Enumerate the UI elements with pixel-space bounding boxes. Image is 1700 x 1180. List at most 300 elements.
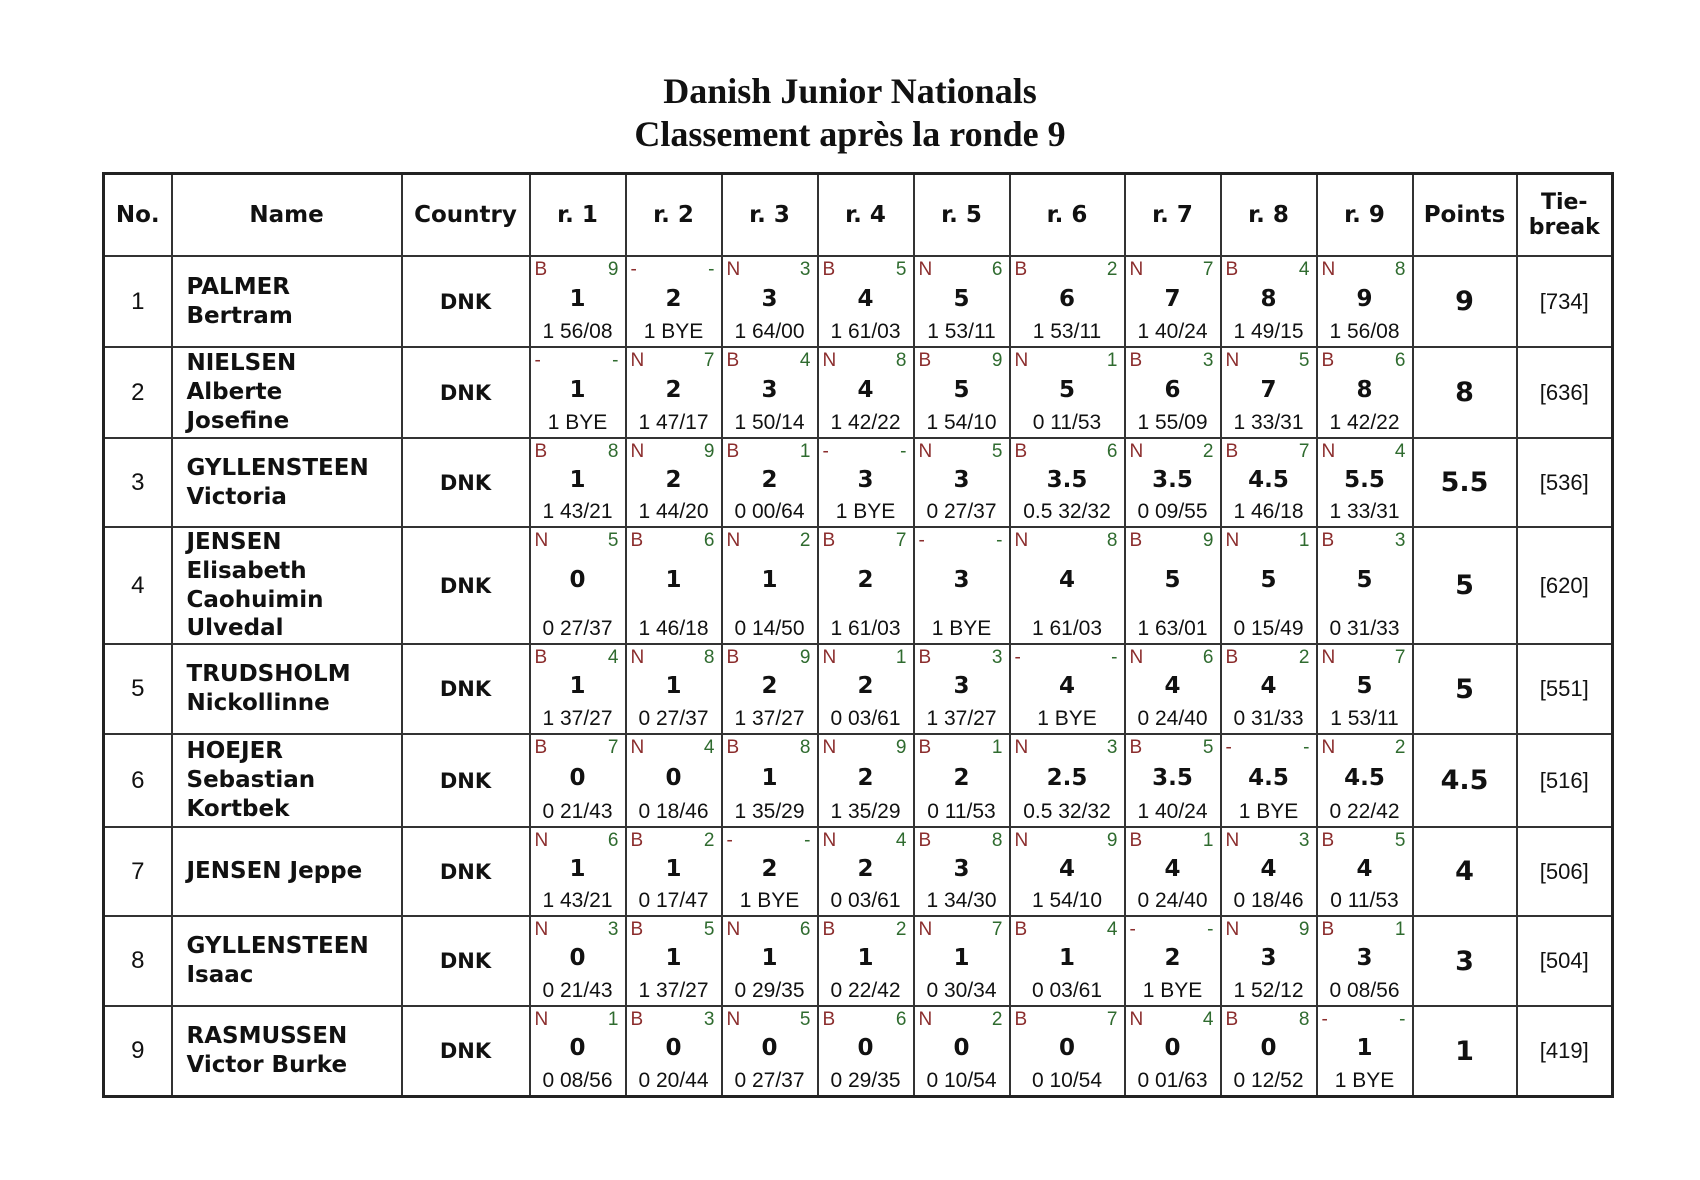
round-cumulative-score: 4 (1356, 856, 1373, 882)
round-opponent: 3 (799, 259, 811, 280)
player-points: 3 (1413, 916, 1517, 1006)
round-opponent: 4 (1106, 919, 1118, 940)
player-name-line: Caohuimin (186, 586, 324, 613)
round-result: 0 11/53 (927, 800, 996, 823)
round-result: 1 56/08 (542, 320, 613, 343)
round-cell (722, 827, 818, 916)
round-cell (722, 1006, 818, 1097)
round-color: N (630, 441, 645, 462)
round-cell (530, 916, 626, 1006)
round-result: 0 15/49 (1233, 617, 1304, 640)
round-cumulative-score: 2 (857, 567, 874, 593)
round-opponent: - (1399, 1009, 1406, 1030)
round-result: 1 34/30 (926, 889, 997, 912)
player-number: 6 (104, 734, 172, 827)
round-cumulative-score: 6 (1058, 286, 1075, 312)
round-opponent: 4 (1394, 441, 1406, 462)
player-name-line: Elisabeth (186, 557, 307, 584)
round-cumulative-score: 2 (665, 467, 682, 493)
round-cumulative-score: 7 (1164, 286, 1181, 312)
round-color: B (918, 830, 932, 851)
round-result: 1 BYE (835, 500, 896, 523)
round-result: 0 20/44 (638, 1069, 709, 1092)
round-color: B (726, 737, 740, 758)
round-result: 0 27/37 (542, 617, 613, 640)
round-cumulative-score: 1 (1356, 1035, 1373, 1061)
round-color: N (1321, 259, 1336, 280)
round-cell (1125, 734, 1221, 827)
round-opponent: 8 (1298, 1009, 1310, 1030)
round-color: B (822, 919, 836, 940)
round-cell (1125, 527, 1221, 644)
round-result: 0 09/55 (1137, 500, 1208, 523)
round-color: N (1014, 530, 1029, 551)
round-cumulative-score: 1 (953, 945, 970, 971)
round-color: B (822, 530, 836, 551)
round-opponent: 6 (1394, 350, 1406, 371)
round-color: N (822, 737, 837, 758)
round-opponent: 6 (607, 830, 619, 851)
round-color: N (534, 919, 549, 940)
round-color: B (630, 830, 644, 851)
round-color: N (726, 1009, 741, 1030)
player-country: DNK (402, 347, 530, 438)
round-color: N (1129, 441, 1144, 462)
round-result: 1 35/29 (830, 800, 901, 823)
round-opponent: 6 (703, 530, 715, 551)
round-result: 0 31/33 (1329, 617, 1400, 640)
round-cumulative-score: 0 (1058, 1035, 1075, 1061)
player-country: DNK (402, 1006, 530, 1097)
round-result: 1 43/21 (542, 889, 613, 912)
round-result: 1 40/24 (1137, 320, 1208, 343)
round-cell (626, 827, 722, 916)
round-opponent: 8 (1394, 259, 1406, 280)
header-round-8: r. 8 (1221, 174, 1317, 257)
player-tiebreak: [734] (1517, 256, 1613, 347)
round-opponent: 2 (991, 1009, 1003, 1030)
round-opponent: 5 (1202, 737, 1214, 758)
round-result: 1 54/10 (1031, 889, 1103, 912)
round-cell (1317, 644, 1413, 734)
table-row (104, 347, 1613, 438)
round-opponent: 1 (1298, 530, 1310, 551)
round-cell (1317, 256, 1413, 347)
header-round-7: r. 7 (1125, 174, 1221, 257)
round-opponent: 7 (895, 530, 907, 551)
table-row (104, 527, 1613, 644)
round-color: B (1225, 1009, 1239, 1030)
round-result: 0 24/40 (1137, 889, 1208, 912)
player-country: DNK (402, 734, 530, 827)
round-cumulative-score: 2 (857, 673, 874, 699)
player-points: 5.5 (1413, 438, 1517, 527)
round-cumulative-score: 4 (1164, 673, 1181, 699)
table-row (104, 644, 1613, 734)
round-opponent: 7 (1106, 1009, 1118, 1030)
round-cumulative-score: 1 (569, 856, 586, 882)
round-opponent: - (1111, 647, 1118, 668)
round-result: 1 BYE (739, 889, 800, 912)
player-name-line: GYLLENSTEEN (186, 933, 369, 960)
round-color: N (1014, 737, 1029, 758)
round-opponent: 4 (1298, 259, 1310, 280)
round-cell (626, 1006, 722, 1097)
round-result: 0 30/34 (926, 979, 997, 1002)
round-result: 1 BYE (547, 411, 608, 434)
round-result: 0 27/37 (638, 707, 709, 730)
player-name-line: Nickollinne (186, 690, 330, 716)
round-color: B (534, 737, 548, 758)
player-name-line: JENSEN (186, 529, 282, 555)
round-opponent: 3 (607, 919, 619, 940)
round-opponent: 2 (1106, 259, 1118, 280)
round-cumulative-score: 1 (857, 945, 874, 971)
round-color: B (918, 647, 932, 668)
round-result: 1 49/15 (1233, 320, 1304, 343)
round-cell (530, 644, 626, 734)
round-result: 1 53/11 (1330, 707, 1399, 730)
round-color: N (1129, 259, 1144, 280)
table-row (104, 256, 1613, 347)
round-cell (818, 827, 914, 916)
round-cumulative-score: 3.5 (1046, 467, 1088, 493)
round-result: 0 08/56 (542, 1069, 613, 1092)
round-cumulative-score: 4 (1260, 856, 1277, 882)
round-cell (1010, 916, 1125, 1006)
round-result: 0 00/64 (734, 500, 805, 523)
player-name (172, 347, 402, 438)
player-tiebreak: [551] (1517, 644, 1613, 734)
round-cell (914, 256, 1010, 347)
player-name-line: Sebastian (186, 767, 316, 794)
round-color: N (918, 1009, 933, 1030)
player-number: 7 (104, 827, 172, 916)
round-cell (1317, 438, 1413, 527)
round-opponent: 2 (1298, 647, 1310, 668)
round-cumulative-score: 3 (761, 377, 778, 403)
round-cumulative-score: 1 (761, 567, 778, 593)
round-cell (914, 527, 1010, 644)
round-result: 1 43/21 (542, 500, 613, 523)
round-color: N (1225, 350, 1240, 371)
round-cumulative-score: 8 (1260, 286, 1277, 312)
round-cell (914, 827, 1010, 916)
round-opponent: 1 (991, 737, 1003, 758)
round-cell (1221, 527, 1317, 644)
round-opponent: 5 (1394, 830, 1406, 851)
round-opponent: - (1207, 919, 1214, 940)
round-opponent: 1 (895, 647, 907, 668)
round-color: B (1321, 350, 1335, 371)
round-result: 1 61/03 (830, 617, 901, 640)
round-cumulative-score: 0 (569, 765, 586, 791)
round-cell (1221, 256, 1317, 347)
round-cell (722, 734, 818, 827)
header-no: No. (104, 174, 172, 257)
header-tiebreak: Tie-break (1517, 174, 1613, 257)
round-result: 0 01/63 (1137, 1069, 1208, 1092)
round-cumulative-score: 0 (569, 1035, 586, 1061)
round-cell (818, 916, 914, 1006)
header-name: Name (172, 174, 402, 257)
round-result: 1 56/08 (1329, 320, 1400, 343)
round-opponent: 9 (1106, 830, 1118, 851)
round-cell (1010, 527, 1125, 644)
round-opponent: 1 (799, 441, 811, 462)
round-result: 0 21/43 (542, 979, 613, 1002)
round-opponent: - (804, 830, 811, 851)
round-cumulative-score: 4.5 (1248, 765, 1289, 791)
player-name-line: Ulvedal (186, 615, 284, 642)
header-round-4: r. 4 (818, 174, 914, 257)
round-cumulative-score: 0 (857, 1035, 874, 1061)
round-cell (530, 527, 626, 644)
round-result: 1 40/24 (1137, 800, 1208, 823)
round-result: 1 44/20 (638, 500, 709, 523)
round-result: 0 31/33 (1233, 707, 1304, 730)
player-tiebreak: [419] (1517, 1006, 1613, 1097)
round-opponent: 1 (1394, 919, 1406, 940)
round-result: 0 11/53 (1032, 411, 1102, 434)
round-cell (1125, 827, 1221, 916)
round-color: - (534, 350, 541, 371)
round-opponent: - (1303, 737, 1310, 758)
player-name (172, 644, 402, 734)
player-tiebreak: [636] (1517, 347, 1613, 438)
player-country: DNK (402, 827, 530, 916)
round-color: N (726, 259, 741, 280)
player-name (172, 527, 402, 644)
round-cell (1010, 438, 1125, 527)
round-cell (1317, 916, 1413, 1006)
round-color: B (1014, 1009, 1028, 1030)
round-cumulative-score: 3 (857, 467, 874, 493)
round-opponent: - (900, 441, 907, 462)
round-cumulative-score: 1 (569, 377, 586, 403)
round-result: 0.5 32/32 (1023, 800, 1111, 823)
round-result: 0 18/46 (1233, 889, 1304, 912)
round-color: - (822, 441, 829, 462)
round-opponent: 7 (1298, 441, 1310, 462)
round-color: N (918, 259, 933, 280)
round-result: 1 54/10 (926, 411, 997, 434)
round-color: - (630, 259, 637, 280)
round-cumulative-score: 0 (1260, 1035, 1277, 1061)
round-cumulative-score: 4 (1058, 673, 1075, 699)
round-result: 1 BYE (643, 320, 704, 343)
player-name-line: RASMUSSEN (186, 1023, 348, 1050)
round-color: B (822, 259, 836, 280)
round-cumulative-score: 4 (1058, 567, 1075, 593)
round-cell (722, 916, 818, 1006)
round-color: - (1321, 1009, 1328, 1030)
round-color: B (630, 530, 644, 551)
round-color: N (534, 530, 549, 551)
round-color: N (1225, 919, 1240, 940)
player-name-line: Victor Burke (186, 1052, 348, 1078)
player-country: DNK (402, 644, 530, 734)
round-opponent: 2 (1202, 441, 1214, 462)
round-opponent: 8 (607, 441, 619, 462)
round-opponent: 6 (1202, 647, 1214, 668)
round-color: N (1014, 830, 1029, 851)
round-color: B (1129, 530, 1143, 551)
round-color: N (822, 830, 837, 851)
round-color: N (630, 350, 645, 371)
round-color: B (1014, 441, 1028, 462)
player-name-line: Bertram (186, 302, 293, 329)
round-cell (722, 347, 818, 438)
player-tiebreak: [536] (1517, 438, 1613, 527)
round-cumulative-score: 1 (569, 467, 586, 493)
round-color: B (1321, 530, 1335, 551)
round-cell (626, 347, 722, 438)
round-opponent: 9 (1298, 919, 1310, 940)
round-color: B (726, 647, 740, 668)
round-cell (1010, 644, 1125, 734)
round-color: N (630, 737, 645, 758)
round-color: N (918, 441, 933, 462)
player-tiebreak: [516] (1517, 734, 1613, 827)
round-color: - (726, 830, 733, 851)
round-color: B (534, 647, 548, 668)
round-cell (1317, 827, 1413, 916)
table-row (104, 1006, 1613, 1097)
round-result: 1 50/14 (734, 411, 805, 434)
round-cumulative-score: 0 (1164, 1035, 1181, 1061)
round-result: 1 37/27 (734, 707, 805, 730)
round-cell (1010, 1006, 1125, 1097)
player-name-line: JENSEN Jeppe (186, 858, 363, 885)
round-result: 0 17/47 (638, 889, 709, 912)
round-color: N (1129, 1009, 1144, 1030)
round-opponent: - (708, 259, 715, 280)
table-row (104, 438, 1613, 527)
round-cumulative-score: 5.5 (1344, 467, 1385, 493)
round-cell (818, 347, 914, 438)
round-opponent: 7 (1394, 647, 1406, 668)
round-result: 1 33/31 (1233, 411, 1304, 434)
player-tiebreak: [504] (1517, 916, 1613, 1006)
round-cumulative-score: 4 (857, 286, 874, 312)
round-cumulative-score: 5 (1058, 377, 1075, 403)
round-cell (626, 734, 722, 827)
player-points: 8 (1413, 347, 1517, 438)
round-result: 1 55/09 (1137, 411, 1208, 434)
round-cell (1317, 527, 1413, 644)
player-points: 4.5 (1413, 734, 1517, 827)
player-points: 5 (1413, 644, 1517, 734)
round-cumulative-score: 5 (1356, 567, 1373, 593)
round-cell (1125, 347, 1221, 438)
round-cumulative-score: 4 (857, 377, 874, 403)
header-round-9: r. 9 (1317, 174, 1413, 257)
player-number: 5 (104, 644, 172, 734)
round-color: B (1321, 919, 1335, 940)
round-cumulative-score: 5 (1356, 673, 1373, 699)
round-opponent: 1 (607, 1009, 619, 1030)
round-result: 0 29/35 (830, 1069, 901, 1092)
player-name-line: HOEJER (186, 738, 283, 765)
player-number: 2 (104, 347, 172, 438)
round-cumulative-score: 2.5 (1046, 765, 1088, 791)
round-color: - (1129, 919, 1136, 940)
round-opponent: 7 (1202, 259, 1214, 280)
round-cumulative-score: 4.5 (1248, 467, 1289, 493)
round-cumulative-score: 4 (1058, 856, 1075, 882)
player-name-line: GYLLENSTEEN (186, 454, 369, 481)
round-cumulative-score: 1 (761, 765, 778, 791)
round-opponent: 2 (895, 919, 907, 940)
round-cumulative-score: 2 (1164, 945, 1181, 971)
round-cumulative-score: 0 (953, 1035, 970, 1061)
round-result: 0 10/54 (926, 1069, 997, 1092)
round-result: 0 03/61 (1031, 979, 1103, 1002)
standings-table (102, 172, 1614, 1098)
round-cell (1125, 644, 1221, 734)
round-opponent: 4 (607, 647, 619, 668)
round-result: 1 52/12 (1233, 979, 1304, 1002)
round-cell (914, 438, 1010, 527)
round-result: 1 53/11 (1032, 320, 1102, 343)
round-opponent: 4 (895, 830, 907, 851)
round-color: N (918, 919, 933, 940)
player-tiebreak: [506] (1517, 827, 1613, 916)
round-opponent: 3 (1106, 737, 1118, 758)
round-cumulative-score: 1 (665, 945, 682, 971)
round-opponent: 5 (607, 530, 619, 551)
player-points: 4 (1413, 827, 1517, 916)
round-result: 0 14/50 (734, 617, 805, 640)
round-color: N (1225, 830, 1240, 851)
round-cumulative-score: 0 (665, 765, 682, 791)
round-opponent: 8 (703, 647, 715, 668)
round-cumulative-score: 1 (761, 945, 778, 971)
header-row (104, 174, 1613, 257)
round-color: B (726, 350, 740, 371)
round-cumulative-score: 2 (761, 467, 778, 493)
round-cumulative-score: 3 (953, 467, 970, 493)
round-cell (1221, 916, 1317, 1006)
round-cell (1125, 438, 1221, 527)
round-color: N (1014, 350, 1029, 371)
round-cell (818, 734, 914, 827)
round-result: 1 BYE (1334, 1069, 1395, 1092)
round-cell (914, 347, 1010, 438)
player-number: 4 (104, 527, 172, 644)
round-cell (1221, 644, 1317, 734)
player-name-line: Isaac (186, 962, 254, 988)
round-cell (722, 644, 818, 734)
player-points: 5 (1413, 527, 1517, 644)
round-cumulative-score: 3 (953, 673, 970, 699)
table-row (104, 734, 1613, 827)
round-color: B (1014, 919, 1028, 940)
round-cell (1317, 1006, 1413, 1097)
round-result: 1 37/27 (638, 979, 709, 1002)
player-name (172, 916, 402, 1006)
round-result: 1 46/18 (638, 617, 709, 640)
round-opponent: 1 (1202, 830, 1214, 851)
round-result: 0 10/54 (1031, 1069, 1103, 1092)
round-cell (626, 256, 722, 347)
round-cell (1125, 256, 1221, 347)
round-result: 1 35/29 (734, 800, 805, 823)
round-cumulative-score: 1 (569, 673, 586, 699)
page-subtitle: Classement après la ronde 9 (634, 114, 1066, 154)
round-cumulative-score: 7 (1260, 377, 1277, 403)
